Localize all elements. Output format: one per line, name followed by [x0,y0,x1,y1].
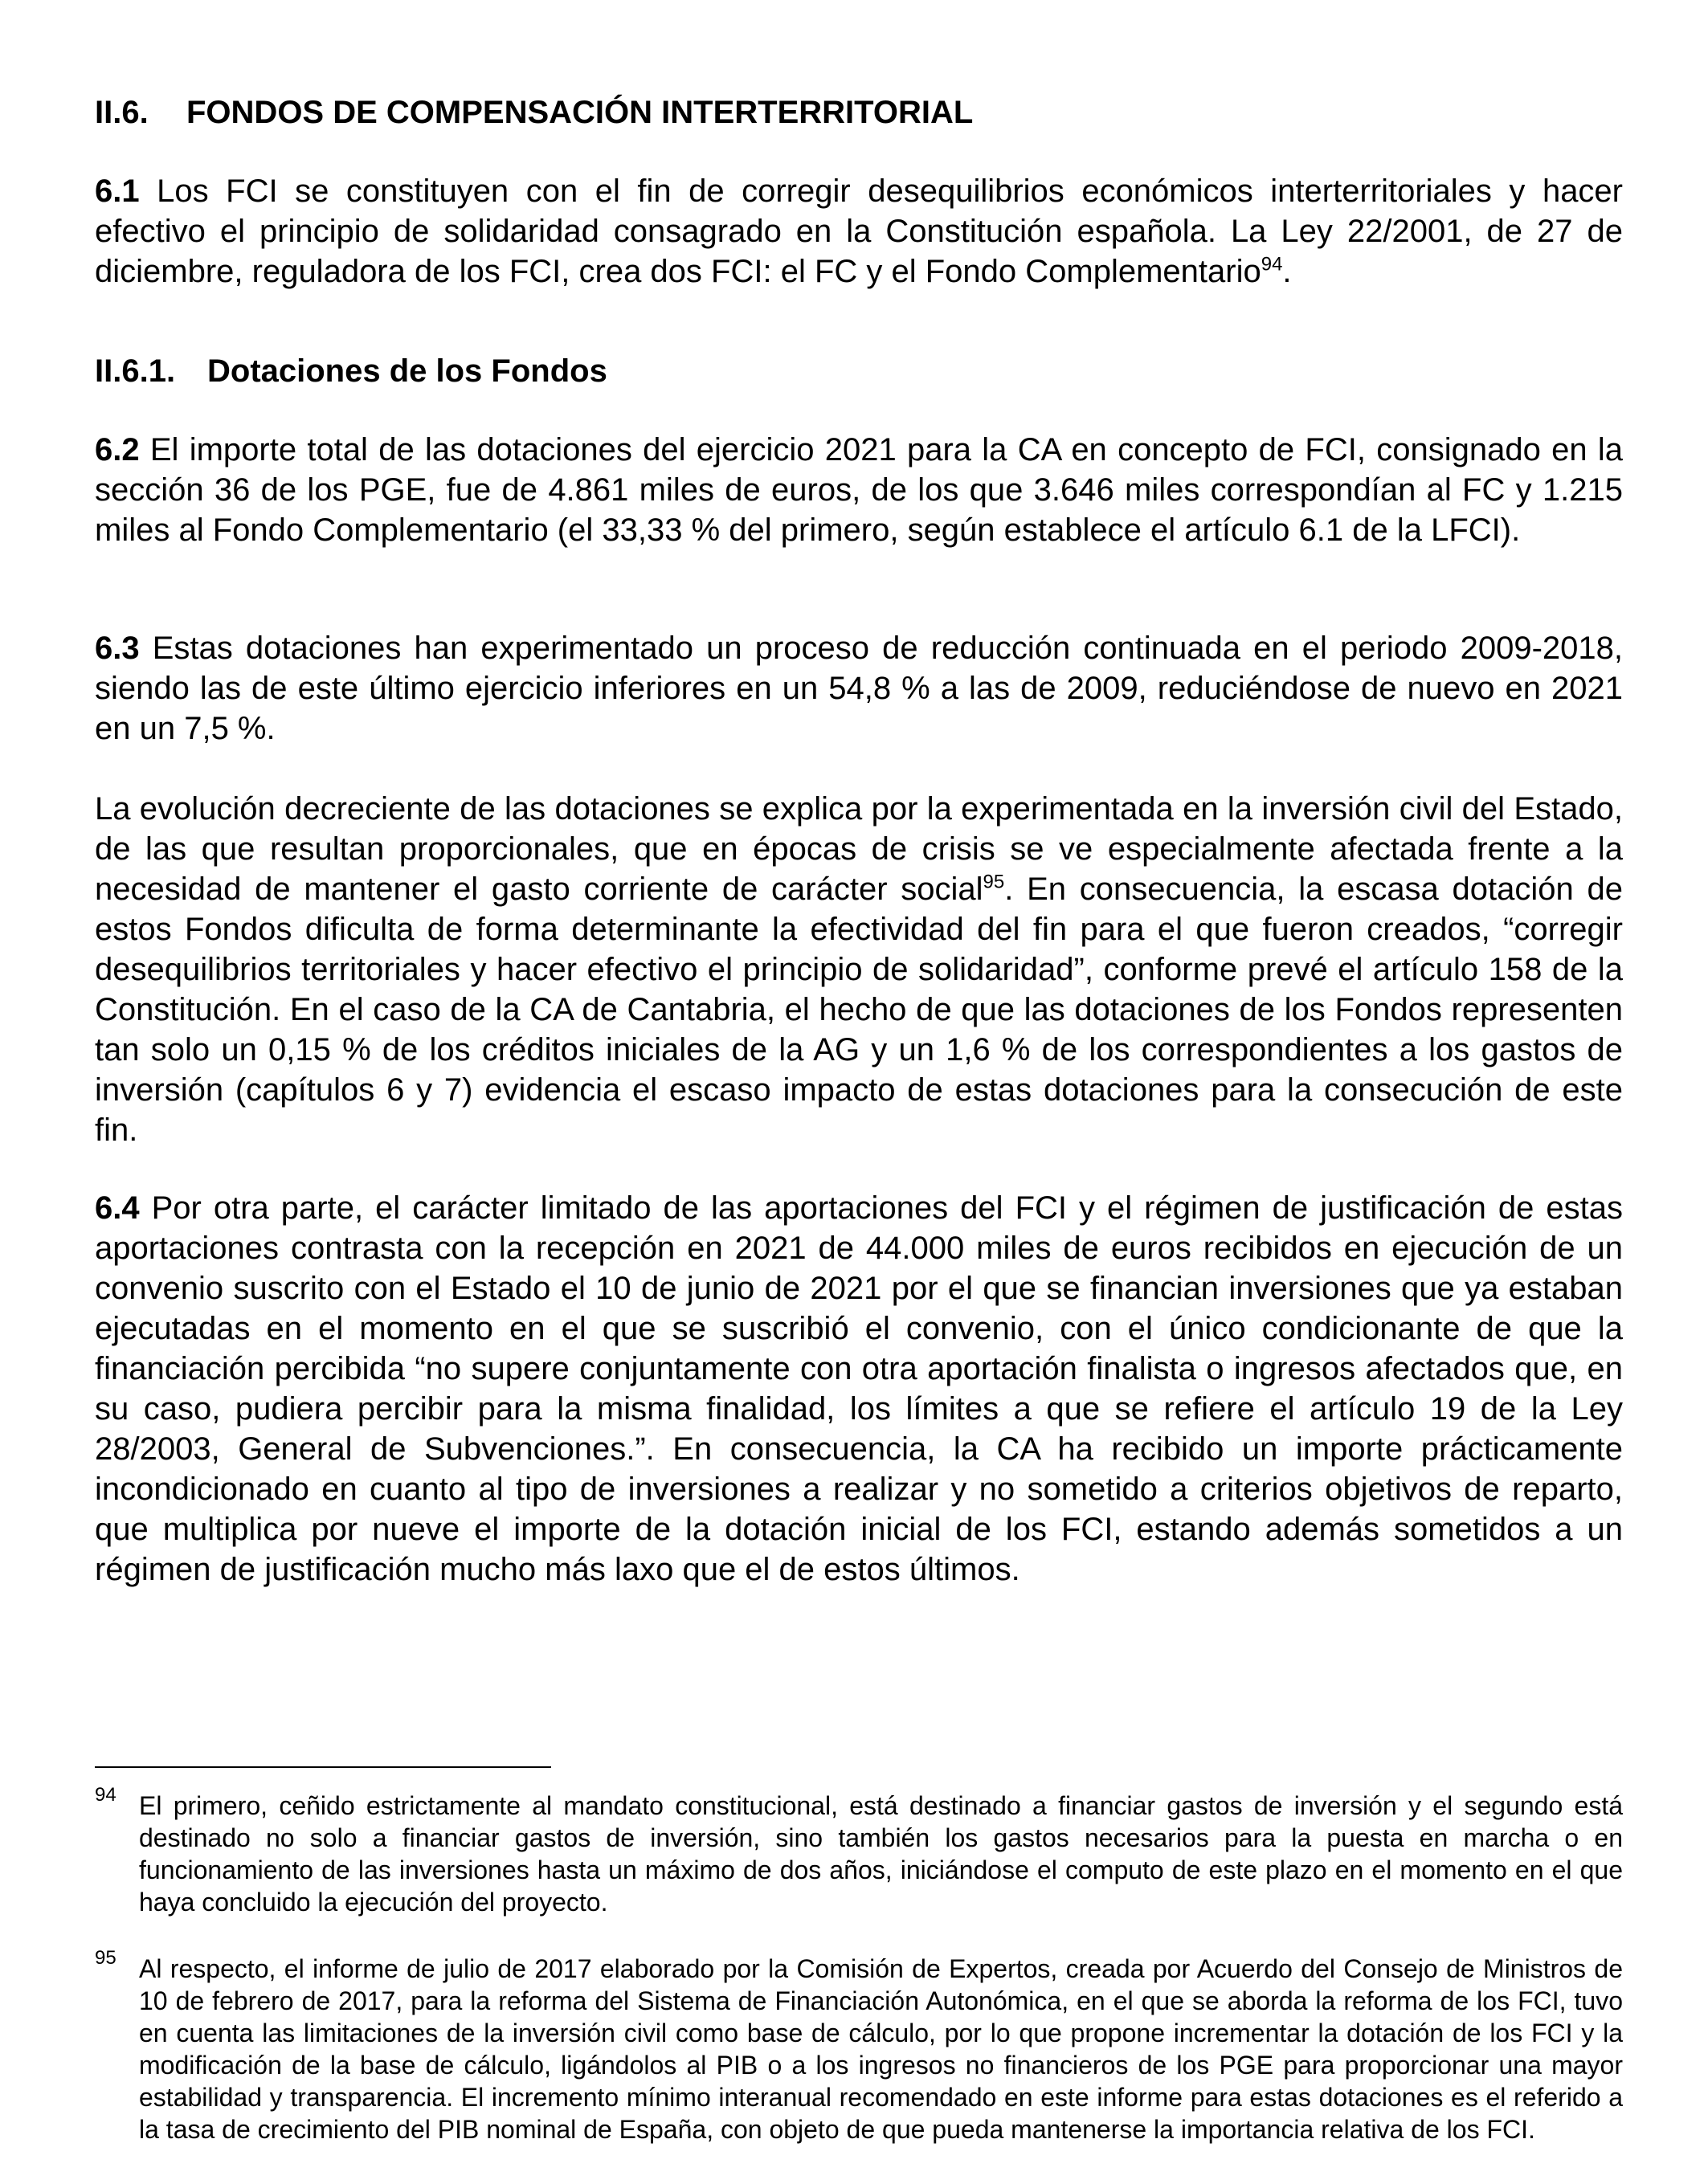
paragraph-text: Estas dotaciones han experimentado un proceso de reducción continuada en el periodo 2009-2018, siendo las de este último ejercicio inferiores en un 54,8 % a las de 2009, reduciéndose de nuevo en 2021 en un 7,5 %. [95,631,1623,746]
paragraph-number: 6.2 [95,432,140,467]
footnote-text: Al respecto, el informe de julio de 2017 elaborado por la Comisión de Expertos, creada por Acuerdo del Consejo de Ministros de 10 de febrero de 2017, para la reforma del Sistema de Financiación Autonómica, en el que se aborda la reforma de los FCI, tuvo en cuenta las limitaciones de la inversión civil como base de cálculo, por lo que propone incrementar la dotación de los FCI y la modificación de la base de cálculo, ligándolos al PIB o a los ingresos no financieros de los PGE para proporcionar una mayor estabilidad y transparencia. El incremento mínimo interanual recomendado en este informe para estas dotaciones es el referido a la tasa de crecimiento del PIB nominal de España, con objeto de que pueda mantenerse la importancia relativa de los FCI. [139,1954,1623,2144]
paragraph-text: Por otra parte, el carácter limitado de las aportaciones del FCI y el régimen de justificación de estas aportaciones contrasta con la recepción en 2021 de 44.000 miles de euros recibidos en ejecución de un convenio suscrito con el Estado el 10 de junio de 2021 por el que se financian inversiones que ya estaban ejecutadas en el momento en el que se suscribió el convenio, con el único condicionante de que la financiación percibida “no supere conjuntamente con otra aportación finalista o ingresos afectados que, en su caso, pudiera percibir para la misma finalidad, los límites a que se refiere el artículo 19 de la Ley 28/2003, General de Subvenciones.”. En consecuencia, la CA ha recibido un importe prácticamente incondicionado en cuanto al tipo de inversiones a realizar y no sometido a criterios objetivos de reparto, que multiplica por nueve el importe de la dotación inicial de los FCI, estando además sometidos a un régimen de justificación mucho más laxo que el de estos últimos. [95,1190,1623,1587]
paragraph-tail: . [1282,254,1292,289]
footnote-ref-95[interactable]: 95 [983,871,1005,893]
paragraph-6-4 [95,1188,1623,1590]
paragraph-text-b: . En consecuencia, la escasa dotación de estos Fondos dificulta de forma determinante la efectividad del fin para el que fueron creados, “corregir desequilibrios territoriales y hacer efectivo el principio de solidaridad”, conforme prevé el artículo 158 de la Constitución. En el caso de la CA de Cantabria, el hecho de que las dotaciones de los Fondos representen tan solo un 0,15 % de los créditos iniciales de la AG y un 1,6 % de los correspondientes a los gastos de inversión (capítulos 6 y 7) evidencia el escaso impacto de estas dotaciones para la consecución de este fin. [95,872,1623,1148]
footnote-94 [95,1784,1623,1918]
paragraph-text: Los FCI se constituyen con el fin de corregir desequilibrios económicos interterritoriales y hacer efectivo el principio de solidaridad consagrado en la Constitución española. La Ley 22/2001, de 27 de diciembre, reguladora de los FCI, crea dos FCI: el FC y el Fondo Complementario [95,173,1623,289]
footnote-number: 94 [95,1784,116,1806]
paragraph-6-2 [95,430,1623,550]
footnote-number: 95 [95,1947,116,1969]
paragraph-text-a: La evolución decreciente de las dotaciones se explica por la experimentada en la inversión civil del Estado, de las que resultan proporcionales, que en épocas de crisis se ve especialmente afectada frente a la necesidad de mantener el gasto corriente de carácter social [95,791,1623,907]
section-number: II.6. [95,95,149,130]
subsection-title: Dotaciones de los Fondos [207,353,607,389]
section-heading [95,88,973,137]
paragraph-6-3 [95,628,1623,749]
footnote-95 [95,1947,1623,2145]
subsection-heading [95,347,607,395]
paragraph-number: 6.4 [95,1190,140,1226]
footnote-ref-94[interactable]: 94 [1261,253,1283,276]
paragraph-number: 6.3 [95,631,140,666]
paragraph-evolucion [95,789,1623,1150]
subsection-number: II.6.1. [95,353,176,389]
section-title: FONDOS DE COMPENSACIÓN INTERTERRITORIAL [186,95,974,130]
paragraph-6-1 [95,171,1623,292]
paragraph-text: El importe total de las dotaciones del ejercicio 2021 para la CA en concepto de FCI, consignado en la sección 36 de los PGE, fue de 4.861 miles de euros, de los que 3.646 miles correspondían al FC y 1.215 miles al Fondo Complementario (el 33,33 % del primero, según establece el artículo 6.1 de la LFCI). [95,432,1623,548]
footnote-text: El primero, ceñido estrictamente al mandato constitucional, está destinado a financiar gastos de inversión y el segundo está destinado no solo a financiar gastos de inversión, sino también los gastos necesarios para la puesta en marcha o en funcionamiento de las inversiones hasta un máximo de dos años, iniciándose el computo de este plazo en el momento en el que haya concluido la ejecución del proyecto. [139,1791,1623,1917]
paragraph-number: 6.1 [95,173,140,209]
footnote-divider [95,1766,551,1768]
